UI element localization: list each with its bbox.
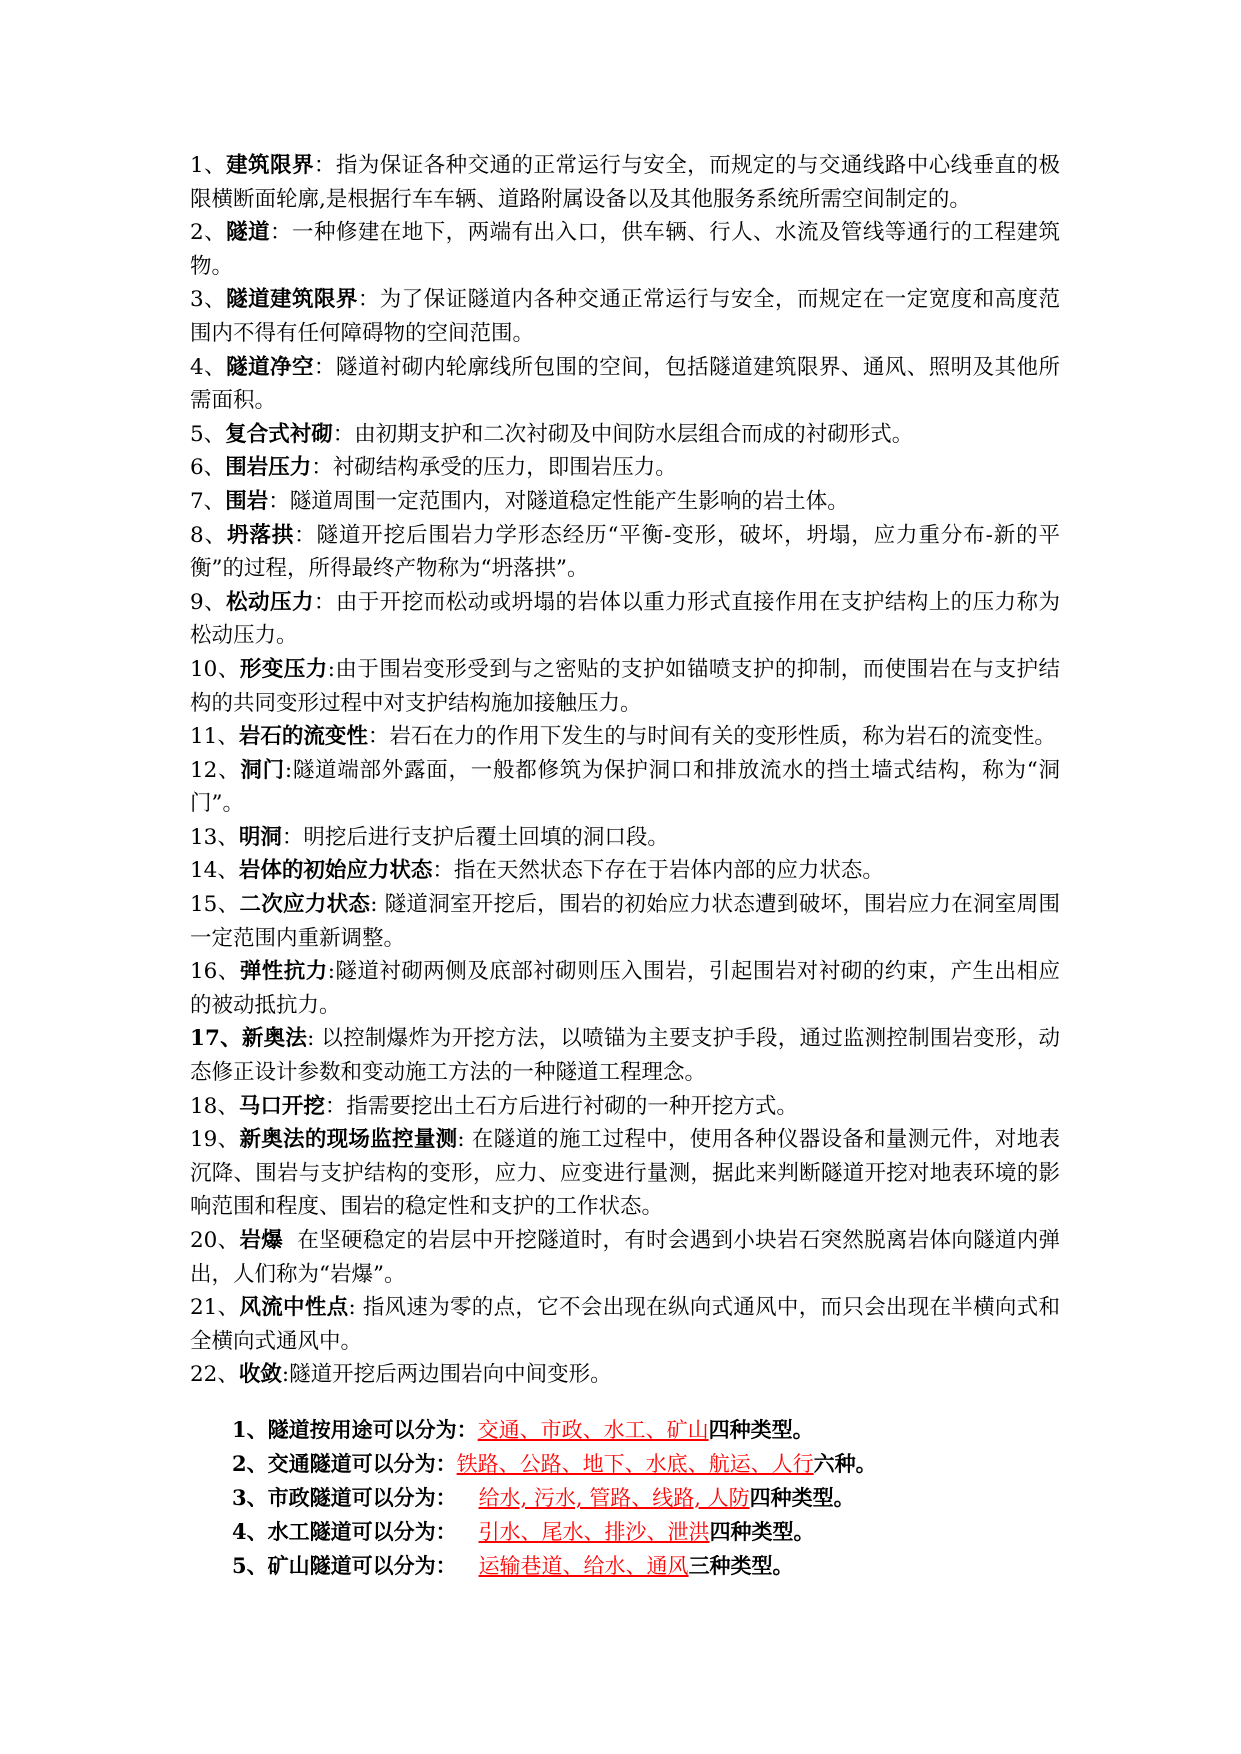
definition-item: 8、坍落拱：隧道开挖后围岩力学形态经历“平衡-变形，破坏，坍塌，应力重分布-新的平衡”的过程，所得最终产物称为“坍落拱”。 [190,522,1060,582]
definition-item: 2、隧道：一种修建在地下，两端有出入口，供车辆、行人、水流及管线等通行的工程建筑物。 [190,220,1060,279]
definition-text: 指风速为零的点，它不会出现在纵向式通风中，而只会出现在半横向式和全横向式通风中。 [190,1295,1060,1354]
definition-text: 隧道端部外露面，一般都修筑为保护洞口和排放流水的挡土墙式结构，称为“洞门”。 [190,757,1060,817]
definition-item: 4、隧道净空：隧道衬砌内轮廓线所包围的空间，包括隧道建筑限界、通风、照明及其他所需面积。 [190,354,1060,414]
type-item: 5、矿山隧道可以分为： 运输巷道、给水、通风三种类型。 [232,1553,794,1578]
type-answer: 给水, 污水, 管路、线路, 人防 [478,1486,750,1510]
definition-text: 隧道开挖后两边围岩向中间变形。 [289,1362,612,1388]
definition-text: 隧道周围一定范围内，对隧道稳定性能产生影响的岩土体。 [289,488,849,514]
definition-term: 围岩压力 [225,455,312,481]
type-prefix: 水工隧道可以分为： [267,1519,479,1544]
definition-text: 指需要挖出土石方后进行衬砌的一种开挖方式。 [346,1093,798,1119]
definition-item: 16、弹性抗力:隧道衬砌两侧及底部衬砌则压入围岩，引起围岩对衬砌的约束，产生出相应的被动抵抗力。 [190,959,1060,1018]
definition-item: 7、围岩：隧道周围一定范围内，对隧道稳定性能产生影响的岩土体。 [190,488,849,514]
definition-item: 17、新奥法: 以控制爆炸为开挖方法，以喷锚为主要支护手段，通过监测控制围岩变形，动态修正设计参数和变动施工方法的一种隧道工程理念。 [190,1026,1060,1086]
definition-item: 13、明洞：明挖后进行支护后覆土回填的洞口段。 [190,824,669,850]
definition-item: 11、岩石的流变性：岩石在力的作用下发生的与时间有关的变形性质，称为岩石的流变性。 [190,724,1056,750]
definition-term: 围岩 [225,488,269,514]
definition-item: 3、隧道建筑限界：为了保证隧道内各种交通正常运行与安全，而规定在一定宽度和高度范围内不得有任何障碍物的空间范围。 [190,287,1060,346]
definition-text: 指在天然状态下存在于岩体内部的应力状态。 [453,858,884,884]
definition-item: 9、松动压力：由于开挖而松动或坍塌的岩体以重力形式直接作用在支护结构上的压力称为松动压力。 [190,589,1060,649]
type-prefix: 矿山隧道可以分为： [267,1553,479,1578]
type-prefix: 市政隧道可以分为： [267,1485,479,1510]
type-answer: 铁路、公路、地下、水底、航运、人行 [456,1452,814,1476]
definition-term: 风流中性点 [239,1295,349,1321]
type-item: 4、水工隧道可以分为： 引水、尾水、排沙、泄洪四种类型。 [232,1519,815,1544]
definition-text: 隧道衬砌两侧及底部衬砌则压入围岩，引起围岩对衬砌的约束，产生出相应的被动抵抗力。 [190,959,1060,1018]
definition-term: 弹性抗力 [239,959,328,985]
definition-term: 隧道 [226,220,271,246]
definitions-list [190,149,1060,1392]
definition-text: 隧道开挖后围岩力学形态经历“平衡-变形，破坏，坍塌，应力重分布-新的平衡”的过程，所得最终产物称为“坍落拱”。 [190,522,1060,582]
definition-text: 在隧道的施工过程中，使用各种仪器设备和量测元件，对地表沉降、围岩与支护结构的变形，应力、应变进行量测，据此来判断隧道开挖对地表环境的影响范围和程度、围岩的稳定性和支护的工作状态。 [190,1127,1060,1220]
definition-term: 马口开挖 [238,1093,325,1119]
definition-item: 20、岩爆 在坚硬稳定的岩层中开挖隧道时，有时会遇到小块岩石突然脱离岩体向隧道内弹出，人们称为“岩爆”。 [190,1228,1060,1287]
definition-item: 18、马口开挖：指需要挖出土石方后进行衬砌的一种开挖方式。 [190,1093,798,1119]
type-item: 3、市政隧道可以分为： 给水, 污水, 管路、线路, 人防四种类型。 [232,1485,855,1510]
definition-term: 岩爆 [239,1228,284,1253]
definition-item: 22、收敛:隧道开挖后两边围岩向中间变形。 [190,1362,612,1388]
definition-text: 由于开挖而松动或坍塌的岩体以重力形式直接作用在支护结构上的压力称为松动压力。 [190,589,1060,649]
type-item: 1、隧道按用途可以分为：交通、市政、水工、矿山四种类型。 [232,1417,814,1442]
definition-text: 由初期支护和二次衬砌及中间防水层组合而成的衬砌形式。 [354,421,914,447]
definition-term: 二次应力状态 [239,892,371,918]
definition-term: 松动压力 [226,589,314,615]
definition-term: 明洞 [238,824,282,850]
definition-text: 隧道洞室开挖后，围岩的初始应力状态遭到破坏，围岩应力在洞室周围一定范围内重新调整。 [190,892,1060,951]
definition-term: 形变压力 [239,656,328,682]
definition-item: 6、围岩压力：衬砌结构承受的压力，即围岩压力。 [190,455,677,481]
definition-item: 21、风流中性点: 指风速为零的点，它不会出现在纵向式通风中，而只会出现在半横向式和全横向式通风中。 [190,1295,1060,1354]
definition-term: 岩石的流变性 [238,724,368,750]
definition-item: 15、二次应力状态: 隧道洞室开挖后，围岩的初始应力状态遭到破坏，围岩应力在洞室周围一定范围内重新调整。 [190,892,1060,951]
definition-term: 隧道净空 [226,354,314,380]
definition-text: 由于围岩变形受到与之密贴的支护如锚喷支护的抑制，而使围岩在与支护结构的共同变形过程中对支护结构施加接触压力。 [190,656,1060,716]
definition-term: 新奥法 [241,1026,308,1052]
definition-text: 岩石在力的作用下发生的与时间有关的变形性质，称为岩石的流变性。 [389,724,1056,750]
definition-term: 新奥法的现场监控量测 [239,1127,458,1153]
type-answer: 引水、尾水、排沙、泄洪 [478,1520,710,1544]
definition-item: 12、洞门:隧道端部外露面，一般都修筑为保护洞口和排放流水的挡土墙式结构，称为“洞门”。 [190,757,1060,817]
definition-term: 建筑限界 [226,153,314,178]
definition-text: 在坚硬稳定的岩层中开挖隧道时，有时会遇到小块岩石突然脱离岩体向隧道内弹出，人们称为“岩爆”。 [190,1228,1060,1287]
type-suffix: 四种类型。 [749,1485,855,1510]
definition-text: 明挖后进行支护后覆土回填的洞口段。 [303,824,669,850]
definition-item: 10、形变压力:由于围岩变形受到与之密贴的支护如锚喷支护的抑制，而使围岩在与支护结构的共同变形过程中对支护结构施加接触压力。 [190,656,1060,716]
type-suffix: 四种类型。 [708,1417,814,1442]
definition-text: 指为保证各种交通的正常运行与安全，而规定的与交通线路中心线垂直的极限横断面轮廓,是根据行车车辆、道路附属设备以及其他服务系统所需空间制定的。 [190,153,1060,212]
definition-item: 19、新奥法的现场监控量测: 在隧道的施工过程中，使用各种仪器设备和量测元件，对地表沉降、围岩与支护结构的变形，应力、应变进行量测，据此来判断隧道开挖对地表环境的影响范围和程度、围岩的稳定性和支护的工作状态。 [190,1127,1060,1220]
type-suffix: 六种。 [813,1451,877,1476]
definition-term: 岩体的初始应力状态 [238,858,433,884]
definition-term: 坍落拱 [226,522,295,548]
type-suffix: 三种类型。 [688,1553,794,1578]
definition-term: 复合式衬砌 [225,421,333,447]
type-prefix: 交通隧道可以分为： [267,1451,457,1476]
definition-term: 隧道建筑限界 [226,287,358,313]
definition-text: 为了保证隧道内各种交通正常运行与安全，而规定在一定宽度和高度范围内不得有任何障碍物的空间范围。 [190,287,1060,346]
type-answer: 交通、市政、水工、矿山 [477,1418,709,1442]
definition-text: 一种修建在地下，两端有出入口，供车辆、行人、水流及管线等通行的工程建筑物。 [190,220,1060,279]
type-item: 2、交通隧道可以分为：铁路、公路、地下、水底、航运、人行六种。 [232,1451,877,1476]
definition-item: 1、建筑限界：指为保证各种交通的正常运行与安全，而规定的与交通线路中心线垂直的极限横断面轮廓,是根据行车车辆、道路附属设备以及其他服务系统所需空间制定的。 [190,153,1060,212]
type-suffix: 四种类型。 [709,1519,815,1544]
tunnel-types-list [232,1413,1112,1583]
definition-term: 洞门 [240,757,285,783]
definition-item: 14、岩体的初始应力状态：指在天然状态下存在于岩体内部的应力状态。 [190,858,884,884]
definition-term: 收敛 [238,1362,282,1388]
definition-text: 以控制爆炸为开挖方法，以喷锚为主要支护手段，通过监测控制围岩变形，动态修正设计参数和变动施工方法的一种隧道工程理念。 [190,1026,1060,1086]
definition-text: 衬砌结构承受的压力，即围岩压力。 [332,455,677,481]
definition-item: 5、复合式衬砌：由初期支护和二次衬砌及中间防水层组合而成的衬砌形式。 [190,421,914,447]
type-answer: 运输巷道、给水、通风 [478,1554,689,1578]
definition-text: 隧道衬砌内轮廓线所包围的空间，包括隧道建筑限界、通风、照明及其他所需面积。 [190,354,1060,414]
type-prefix: 隧道按用途可以分为： [267,1417,478,1442]
